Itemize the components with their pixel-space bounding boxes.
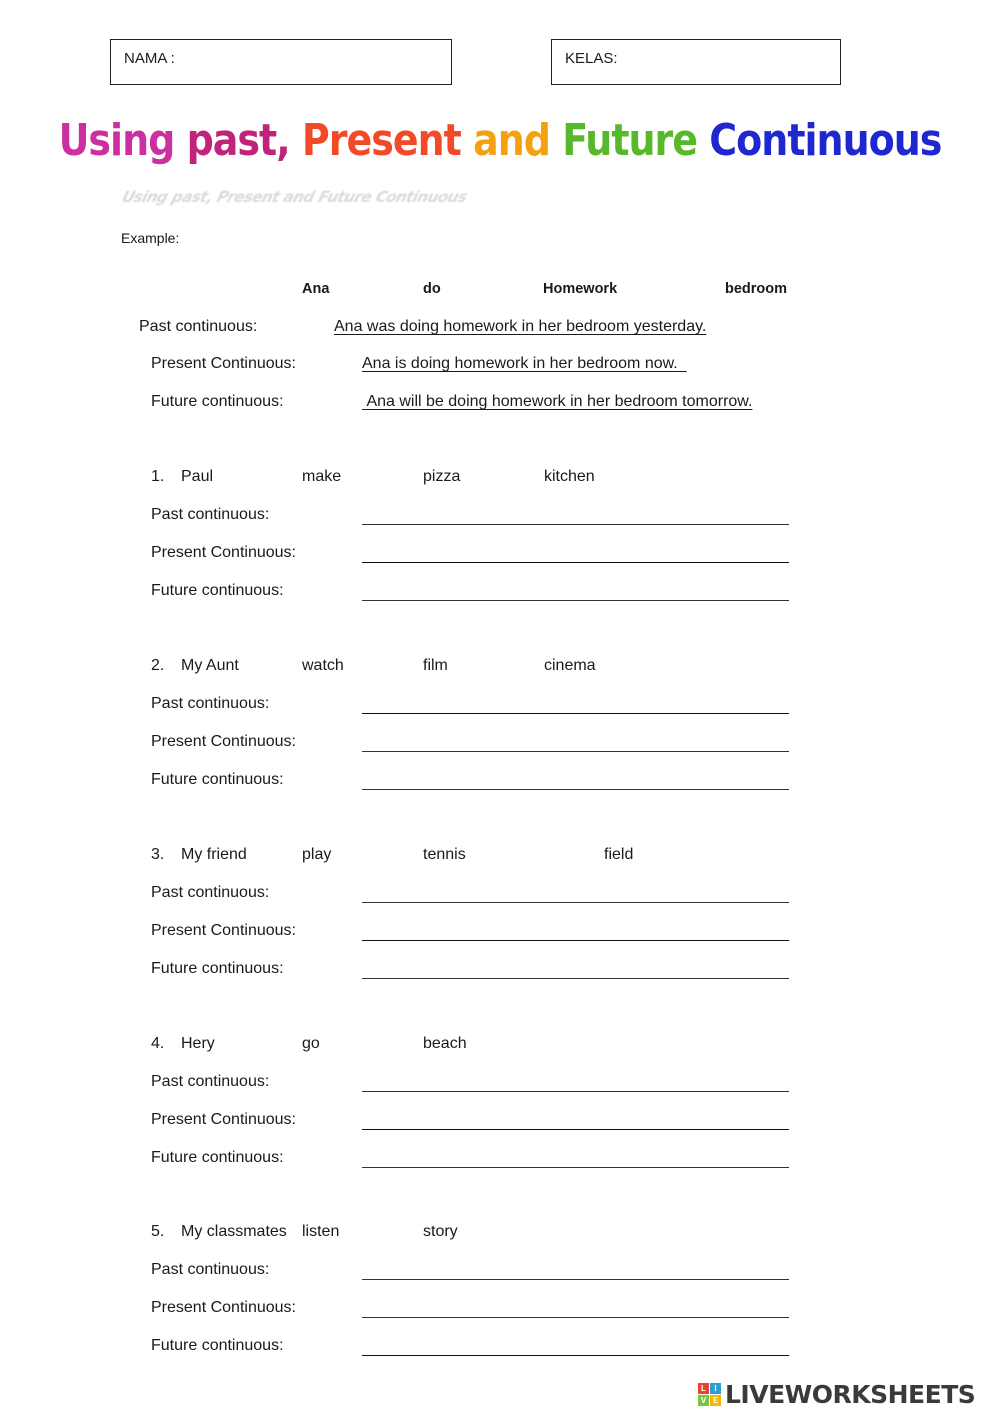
answer-line-past[interactable]	[362, 902, 789, 903]
example-cue-subject: Ana	[302, 281, 330, 297]
exercise-subject: My Aunt	[181, 657, 239, 674]
exercise-place: cinema	[544, 657, 596, 674]
title-word: and	[460, 114, 550, 166]
exercise-future-label: Future continuous:	[151, 1337, 284, 1354]
exercise-verb: play	[302, 846, 332, 863]
exercise-place: field	[604, 846, 634, 863]
exercise-future-label: Future continuous:	[151, 960, 284, 977]
exercise-subject: Hery	[181, 1035, 215, 1052]
title-word: Present	[289, 114, 461, 166]
class-label: KELAS:	[565, 50, 618, 67]
exercise-present-label: Present Continuous:	[151, 544, 296, 561]
exercise-past-label: Past continuous:	[151, 506, 270, 523]
example-cue-object: Homework	[543, 281, 618, 297]
answer-line-future[interactable]	[362, 789, 789, 790]
answer-line-future[interactable]	[362, 978, 789, 979]
exercise-future-label: Future continuous:	[151, 1149, 284, 1166]
exercise-place: kitchen	[544, 468, 595, 485]
answer-line-past[interactable]	[362, 524, 789, 525]
example-cue-verb: do	[423, 281, 441, 297]
answer-line-past[interactable]	[362, 1279, 789, 1280]
example-present-label: Present Continuous:	[151, 355, 296, 372]
answer-line-present[interactable]	[362, 1317, 789, 1318]
exercise-verb: go	[302, 1035, 320, 1052]
title-word: Future	[549, 114, 698, 166]
exercise-future-label: Future continuous:	[151, 771, 284, 788]
liveworksheets-icon	[698, 1383, 721, 1406]
exercise-object: pizza	[423, 468, 461, 485]
class-field-box[interactable]	[551, 39, 841, 85]
exercise-number: 3.	[151, 846, 165, 863]
exercise-subject: My classmates	[181, 1223, 287, 1240]
answer-line-present[interactable]	[362, 940, 789, 941]
answer-line-future[interactable]	[362, 1355, 789, 1356]
exercise-verb: listen	[302, 1223, 340, 1240]
exercise-present-label: Present Continuous:	[151, 1299, 296, 1316]
example-future-answer: Ana will be doing homework in her bedroom tomorrow.	[366, 393, 753, 410]
liveworksheets-logo	[698, 1374, 975, 1414]
exercise-subject: My friend	[181, 846, 247, 863]
name-field-box[interactable]	[110, 39, 452, 85]
exercise-past-label: Past continuous:	[151, 1261, 270, 1278]
title-word: past,	[174, 114, 290, 166]
answer-line-present[interactable]	[362, 1129, 789, 1130]
logo-icon-tile: I	[710, 1383, 721, 1394]
title-reflection: Using past, Present and Future Continuous	[118, 188, 471, 206]
answer-line-past[interactable]	[362, 713, 789, 714]
exercise-present-label: Present Continuous:	[151, 1111, 296, 1128]
exercise-verb: make	[302, 468, 342, 485]
exercise-verb: watch	[302, 657, 344, 674]
exercise-object: beach	[423, 1035, 467, 1052]
exercise-present-label: Present Continuous:	[151, 922, 296, 939]
exercise-object: tennis	[423, 846, 466, 863]
brand-name: LIVEWORKSHEETS	[725, 1379, 976, 1409]
exercise-number: 4.	[151, 1035, 165, 1052]
example-label: Example:	[121, 230, 180, 246]
worksheet-title	[0, 115, 1000, 166]
exercise-past-label: Past continuous:	[151, 695, 270, 712]
logo-icon-tile: L	[698, 1383, 709, 1394]
exercise-number: 1.	[151, 468, 165, 485]
logo-icon-tile: V	[698, 1395, 709, 1406]
example-cue-place: bedroom	[725, 281, 788, 297]
logo-icon-tile: E	[710, 1395, 721, 1406]
answer-line-past[interactable]	[362, 1091, 789, 1092]
answer-line-present[interactable]	[362, 751, 789, 752]
title-word: Continuous	[697, 114, 942, 166]
exercise-past-label: Past continuous:	[151, 884, 270, 901]
exercise-subject: Paul	[181, 468, 214, 485]
answer-line-future[interactable]	[362, 600, 789, 601]
exercise-number: 2.	[151, 657, 165, 674]
example-past-label: Past continuous:	[139, 318, 258, 335]
exercise-present-label: Present Continuous:	[151, 733, 296, 750]
answer-line-present[interactable]	[362, 562, 789, 563]
name-label: NAMA :	[124, 50, 175, 67]
answer-line-future[interactable]	[362, 1167, 789, 1168]
exercise-number: 5.	[151, 1223, 165, 1240]
title-word: Using	[58, 114, 175, 166]
exercise-object: story	[423, 1223, 458, 1240]
example-past-answer: Ana was doing homework in her bedroom yesterday.	[334, 318, 707, 335]
exercise-past-label: Past continuous:	[151, 1073, 270, 1090]
example-present-answer: Ana is doing homework in her bedroom now.	[362, 355, 678, 372]
example-future-label: Future continuous:	[151, 393, 284, 410]
exercise-future-label: Future continuous:	[151, 582, 284, 599]
exercise-object: film	[423, 657, 448, 674]
